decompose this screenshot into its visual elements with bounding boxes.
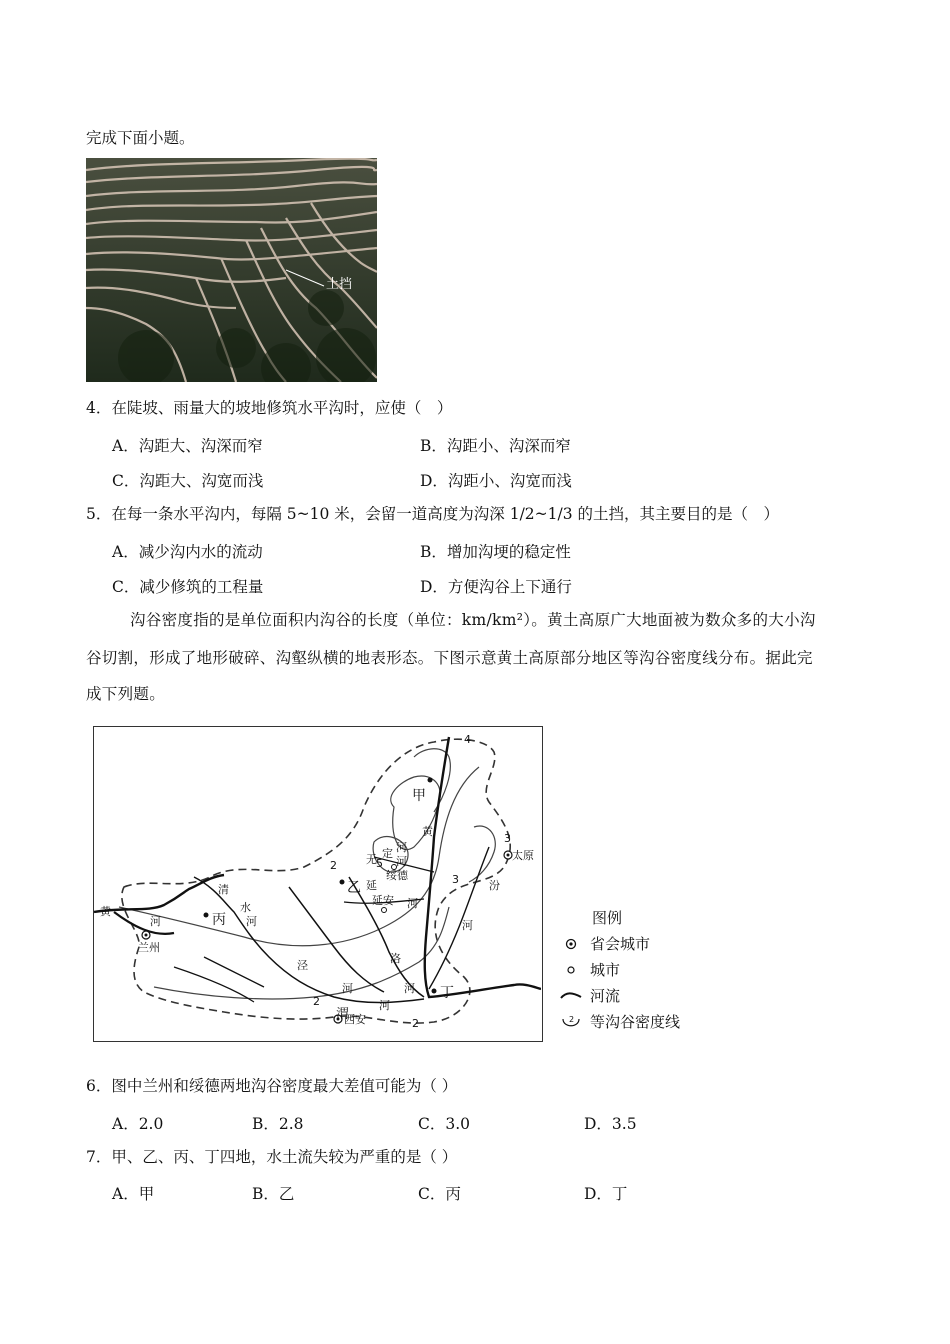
q6-option-a[interactable]: A．2.0 [112, 1115, 164, 1133]
map-drawing [94, 727, 541, 1040]
map-label-taiyuan: 太原 [512, 849, 534, 862]
map-legend [560, 905, 680, 1035]
q7-option-a[interactable]: A．甲 [112, 1185, 155, 1203]
q5-option-d[interactable]: D．方便沟谷上下通行 [420, 578, 572, 596]
map-label-he-3: 河 [246, 915, 257, 928]
map-contour-2b: 2 [313, 995, 320, 1008]
map-label-huang-1: 黄 [100, 905, 111, 918]
q5-option-a[interactable]: A．减少沟内水的流动 [112, 543, 263, 561]
q4-option-d[interactable]: D．沟距小、沟宽而浅 [420, 472, 572, 490]
question-7-stem: 7．甲、乙、丙、丁四地，水土流失较为严重的是（ ） [86, 1148, 458, 1166]
question-4-stem: 4．在陡坡、雨量大的坡地修筑水平沟时，应使（ ） [86, 399, 453, 417]
legend-label-provincial-capital: 省会城市 [590, 935, 651, 953]
q7-option-b[interactable]: B．乙 [252, 1185, 295, 1203]
map-label-yanan: 延安 [372, 894, 394, 907]
map-label-he-9: 河 [462, 919, 473, 932]
q6-option-c[interactable]: C．3.0 [418, 1115, 471, 1133]
legend-item-river [560, 983, 680, 1009]
map-label-wuding-1: 无 [366, 853, 377, 866]
map-label-he-4: 河 [342, 982, 353, 995]
map-label-he-1: 河 [150, 915, 161, 928]
legend-title: 图例 [592, 909, 623, 927]
map-contour-3a: 3 [452, 873, 459, 886]
map-label-he-7: 河 [396, 841, 407, 854]
passage-line-3: 成下列题。 [86, 685, 166, 703]
q5-option-c[interactable]: C．减少修筑的工程量 [112, 578, 264, 596]
map-label-lanzhou: 兰州 [138, 941, 160, 954]
legend-item-contour [560, 1009, 680, 1035]
map-label-qing: 清 [218, 883, 229, 896]
photo-label: 土挡 [326, 277, 353, 292]
question-6-stem: 6．图中兰州和绥德两地沟谷密度最大差值可能为（ ） [86, 1077, 458, 1095]
map-label-xian: 西安 [344, 1013, 366, 1026]
map-label-jia: 甲 [412, 788, 426, 804]
map-label-he-6: 河 [379, 999, 390, 1012]
map-label-bing: 丙 [212, 912, 226, 928]
q4-option-a[interactable]: A．沟距大、沟深而窄 [112, 437, 263, 455]
q6-option-b[interactable]: B．2.8 [252, 1115, 304, 1133]
map-label-he-8: 河 [407, 897, 418, 910]
question-5-stem: 5．在每一条水平沟内，每隔 5~10 米，会留一道高度为沟深 1/2~1/3 的土挡，其主要目的是（ ） [86, 505, 780, 523]
legend-label-city: 城市 [590, 961, 621, 979]
map-label-ding: 丁 [440, 985, 454, 1001]
map-label-fen: 汾 [489, 879, 500, 892]
map-contour-3b: 3 [504, 832, 511, 845]
map-label-shui: 水 [240, 901, 251, 914]
map-contour-4: 4 [464, 733, 471, 746]
map-contour-2c: 2 [412, 1017, 419, 1030]
map-label-luo: 洛 [390, 952, 401, 965]
svg-text:2: 2 [569, 1015, 575, 1024]
map-label-wei: 渭 [336, 1007, 350, 1022]
q4-option-c[interactable]: C．沟距大、沟宽而浅 [112, 472, 264, 490]
map-label-yi: 乙 [347, 880, 361, 896]
legend-item-provincial-capital [560, 931, 680, 957]
provincial-capital-icon [560, 935, 582, 953]
q7-option-d[interactable]: D．丁 [584, 1185, 628, 1203]
q5-option-b[interactable]: B．增加沟埂的稳定性 [420, 543, 571, 561]
map-contour-5: 5 [376, 857, 383, 870]
legend-label-river: 河流 [590, 987, 621, 1005]
map-label-yan: 延 [366, 879, 377, 892]
q7-option-c[interactable]: C．丙 [418, 1185, 461, 1203]
passage-line-1: 沟谷密度指的是单位面积内沟谷的长度（单位：km/km²）。黄土高原广大地面被为数众多的大小沟 [130, 611, 816, 629]
passage-line-2: 谷切割，形成了地形破碎、沟壑纵横的地表形态。下图示意黄土高原部分地区等沟谷密度线分布。据此完 [86, 649, 813, 667]
map-label-wuding-2: 定 [382, 847, 393, 860]
q6-option-d[interactable]: D．3.5 [584, 1115, 637, 1133]
q4-option-b[interactable]: B．沟距小、沟深而窄 [420, 437, 571, 455]
river-icon [560, 987, 582, 1005]
terrace-photo-drawing [86, 158, 377, 382]
map-label-jing: 泾 [297, 959, 308, 972]
map-label-suide: 绥德 [386, 869, 408, 882]
contour-line-icon [560, 1013, 582, 1031]
city-icon [560, 961, 582, 979]
terrace-photo [86, 158, 377, 382]
map-label-he-2: 河 [396, 855, 407, 868]
legend-item-city [560, 957, 680, 983]
map-contour-2a: 2 [330, 859, 337, 872]
legend-label-contour: 等沟谷密度线 [590, 1013, 681, 1031]
intro-text: 完成下面小题。 [86, 129, 195, 147]
map-label-huang-2: 黄 [422, 825, 433, 838]
map-label-he-5: 河 [404, 982, 415, 995]
loess-plateau-map [93, 726, 543, 1042]
